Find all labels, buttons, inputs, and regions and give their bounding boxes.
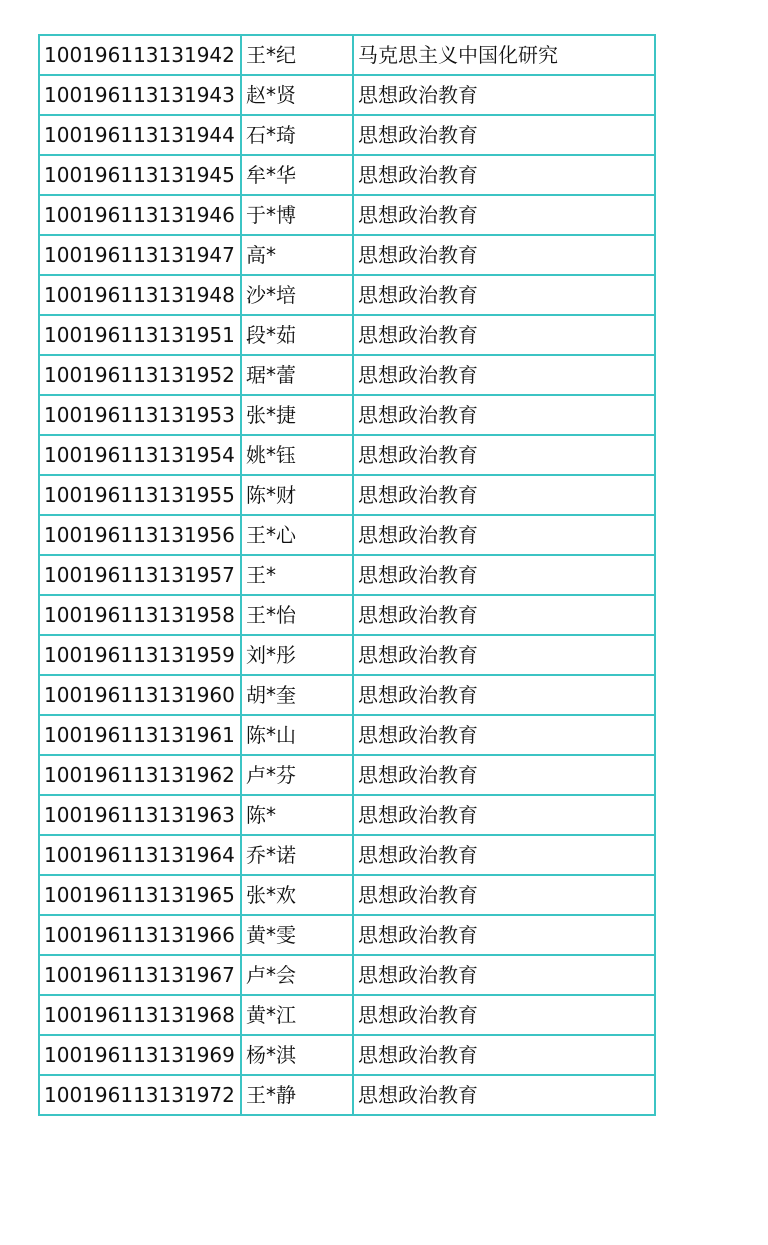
candidate-name-cell: 赵*贤 — [241, 75, 353, 115]
table-row — [39, 1035, 655, 1075]
table-row — [39, 915, 655, 955]
table-row — [39, 115, 655, 155]
table-row — [39, 515, 655, 555]
candidate-id-cell: 100196113131955 — [39, 475, 241, 515]
candidate-id-cell: 100196113131961 — [39, 715, 241, 755]
major-cell: 思想政治教育 — [353, 595, 655, 635]
table-row — [39, 435, 655, 475]
candidate-name-cell: 陈* — [241, 795, 353, 835]
table-row — [39, 395, 655, 435]
major-cell: 思想政治教育 — [353, 475, 655, 515]
candidate-name-cell: 牟*华 — [241, 155, 353, 195]
candidate-name-cell: 王*纪 — [241, 35, 353, 75]
table-row — [39, 755, 655, 795]
candidate-name-cell: 于*博 — [241, 195, 353, 235]
candidate-name-cell: 乔*诺 — [241, 835, 353, 875]
major-cell: 思想政治教育 — [353, 195, 655, 235]
major-cell: 思想政治教育 — [353, 235, 655, 275]
major-cell: 思想政治教育 — [353, 435, 655, 475]
candidate-id-cell: 100196113131967 — [39, 955, 241, 995]
candidate-name-cell: 王*静 — [241, 1075, 353, 1115]
candidate-name-cell: 黄*江 — [241, 995, 353, 1035]
candidate-id-cell: 100196113131965 — [39, 875, 241, 915]
major-cell: 思想政治教育 — [353, 675, 655, 715]
candidate-id-cell: 100196113131951 — [39, 315, 241, 355]
candidate-name-cell: 黄*雯 — [241, 915, 353, 955]
candidate-name-cell: 卢*会 — [241, 955, 353, 995]
table-row — [39, 675, 655, 715]
candidate-id-cell: 100196113131945 — [39, 155, 241, 195]
table-row — [39, 275, 655, 315]
candidate-name-cell: 陈*山 — [241, 715, 353, 755]
major-cell: 思想政治教育 — [353, 155, 655, 195]
table-body — [39, 35, 655, 1115]
candidate-id-cell: 100196113131952 — [39, 355, 241, 395]
candidate-id-cell: 100196113131969 — [39, 1035, 241, 1075]
candidate-table — [38, 34, 656, 1116]
table-row — [39, 875, 655, 915]
table-row — [39, 995, 655, 1035]
table-row — [39, 555, 655, 595]
major-cell: 思想政治教育 — [353, 395, 655, 435]
candidate-name-cell: 沙*培 — [241, 275, 353, 315]
candidate-id-cell: 100196113131942 — [39, 35, 241, 75]
candidate-name-cell: 王* — [241, 555, 353, 595]
table-row — [39, 795, 655, 835]
major-cell: 思想政治教育 — [353, 355, 655, 395]
major-cell: 思想政治教育 — [353, 835, 655, 875]
table-row — [39, 355, 655, 395]
major-cell: 思想政治教育 — [353, 1035, 655, 1075]
candidate-id-cell: 100196113131972 — [39, 1075, 241, 1115]
table-row — [39, 35, 655, 75]
major-cell: 思想政治教育 — [353, 275, 655, 315]
major-cell: 思想政治教育 — [353, 115, 655, 155]
candidate-id-cell: 100196113131968 — [39, 995, 241, 1035]
candidate-id-cell: 100196113131947 — [39, 235, 241, 275]
candidate-name-cell: 段*茹 — [241, 315, 353, 355]
candidate-id-cell: 100196113131956 — [39, 515, 241, 555]
table-row — [39, 155, 655, 195]
major-cell: 思想政治教育 — [353, 635, 655, 675]
candidate-name-cell: 高* — [241, 235, 353, 275]
major-cell: 马克思主义中国化研究 — [353, 35, 655, 75]
major-cell: 思想政治教育 — [353, 1075, 655, 1115]
candidate-name-cell: 陈*财 — [241, 475, 353, 515]
candidate-id-cell: 100196113131944 — [39, 115, 241, 155]
candidate-name-cell: 张*欢 — [241, 875, 353, 915]
candidate-id-cell: 100196113131957 — [39, 555, 241, 595]
table-row — [39, 1075, 655, 1115]
candidate-id-cell: 100196113131953 — [39, 395, 241, 435]
table-row — [39, 595, 655, 635]
candidate-id-cell: 100196113131958 — [39, 595, 241, 635]
major-cell: 思想政治教育 — [353, 315, 655, 355]
candidate-id-cell: 100196113131948 — [39, 275, 241, 315]
candidate-name-cell: 卢*芬 — [241, 755, 353, 795]
major-cell: 思想政治教育 — [353, 995, 655, 1035]
candidate-name-cell: 王*怡 — [241, 595, 353, 635]
major-cell: 思想政治教育 — [353, 715, 655, 755]
table-row — [39, 835, 655, 875]
table-row — [39, 955, 655, 995]
major-cell: 思想政治教育 — [353, 915, 655, 955]
candidate-name-cell: 姚*钰 — [241, 435, 353, 475]
candidate-id-cell: 100196113131963 — [39, 795, 241, 835]
candidate-id-cell: 100196113131943 — [39, 75, 241, 115]
candidate-id-cell: 100196113131954 — [39, 435, 241, 475]
candidate-id-cell: 100196113131946 — [39, 195, 241, 235]
candidate-name-cell: 石*琦 — [241, 115, 353, 155]
major-cell: 思想政治教育 — [353, 955, 655, 995]
candidate-name-cell: 杨*淇 — [241, 1035, 353, 1075]
candidate-id-cell: 100196113131959 — [39, 635, 241, 675]
candidate-name-cell: 张*捷 — [241, 395, 353, 435]
major-cell: 思想政治教育 — [353, 795, 655, 835]
major-cell: 思想政治教育 — [353, 555, 655, 595]
table-row — [39, 235, 655, 275]
table-row — [39, 715, 655, 755]
candidate-id-cell: 100196113131964 — [39, 835, 241, 875]
table-row — [39, 75, 655, 115]
table-row — [39, 315, 655, 355]
major-cell: 思想政治教育 — [353, 515, 655, 555]
candidate-name-cell: 胡*奎 — [241, 675, 353, 715]
major-cell: 思想政治教育 — [353, 755, 655, 795]
candidate-id-cell: 100196113131966 — [39, 915, 241, 955]
major-cell: 思想政治教育 — [353, 875, 655, 915]
table-row — [39, 635, 655, 675]
candidate-id-cell: 100196113131962 — [39, 755, 241, 795]
candidate-id-cell: 100196113131960 — [39, 675, 241, 715]
candidate-name-cell: 王*心 — [241, 515, 353, 555]
candidate-name-cell: 刘*彤 — [241, 635, 353, 675]
table-row — [39, 195, 655, 235]
major-cell: 思想政治教育 — [353, 75, 655, 115]
table-row — [39, 475, 655, 515]
candidate-name-cell: 琚*蕾 — [241, 355, 353, 395]
